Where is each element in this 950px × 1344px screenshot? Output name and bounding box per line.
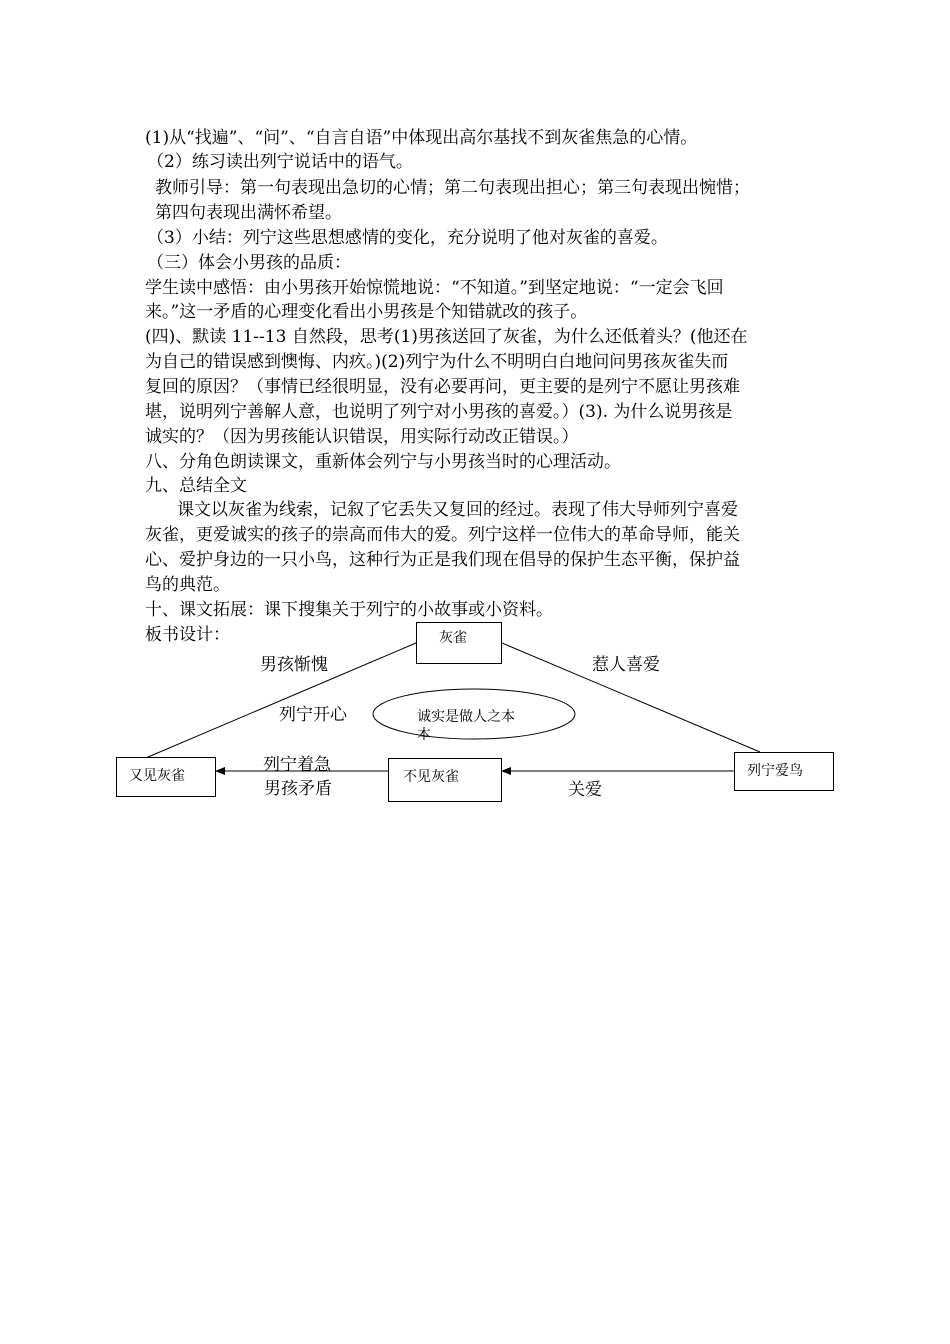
label-lovable: 惹人喜爱 (592, 655, 660, 675)
paragraph-line: (四)、默读 11--13 自然段，思考(1)男孩送回了灰雀，为什么还低着头？(他还在 (145, 327, 748, 347)
paragraph-line: 灰雀，更爱诚实的孩子的崇高而伟大的爱。列宁这样一位伟大的革命导师，能关 (145, 525, 740, 545)
ellipse-overflow-text: 本 (417, 727, 431, 743)
box-left-youjian (116, 757, 216, 797)
paragraph-line: （三）体会小男孩的品质： (147, 253, 351, 273)
label-boy-ashamed: 男孩惭愧 (260, 655, 328, 675)
label-lenin-happy: 列宁开心 (279, 705, 347, 725)
paragraph-line: 为自己的错误感到懊悔、内疚。)(2)列宁为什么不明明白白地问问男孩灰雀失而 (145, 352, 729, 372)
paragraph-line: 鸟的典范。 (145, 575, 230, 595)
paragraph-line: 板书设计： (145, 625, 230, 645)
box-middle-text: 不见灰雀 (403, 769, 459, 785)
paragraph-line: 来。”这一矛盾的心理变化看出小男孩是个知错就改的孩子。 (145, 302, 588, 322)
box-left-text: 又见灰雀 (129, 768, 185, 784)
paragraph-line: 十、课文拓展：课下搜集关于列宁的小故事或小资料。 (145, 600, 553, 620)
paragraph-line: 堪，说明列宁善解人意，也说明了列宁对小男孩的喜爱。）(3). 为什么说男孩是 (145, 402, 733, 422)
box-top-huique (416, 622, 502, 664)
box-right-text: 列宁爱鸟 (747, 763, 803, 779)
box-top-text: 灰雀 (439, 630, 467, 646)
label-lenin-anxious: 列宁着急 (263, 755, 331, 775)
paragraph-line: （3）小结：列宁这些思想感情的变化，充分说明了他对灰雀的喜爱。 (147, 228, 668, 248)
paragraph-line: 第四句表现出满怀希望。 (155, 203, 342, 223)
paragraph-line: 学生读中感悟：由小男孩开始惊慌地说：“不知道。”到坚定地说：“一定会飞回 (145, 278, 724, 298)
label-care: 关爱 (568, 780, 602, 800)
paragraph-line: (1)从“找遍”、“问”、“自言自语”中体现出高尔基找不到灰雀焦急的心情。 (145, 128, 698, 148)
label-boy-conflicted: 男孩矛盾 (264, 779, 332, 799)
paragraph-line: 诚实的？（因为男孩能认识错误，用实际行动改正错误。） (145, 427, 579, 447)
paragraph-line: 八、分角色朗读课文，重新体会列宁与小男孩当时的心理活动。 (145, 452, 621, 472)
paragraph-line: 心、爱护身边的一只小鸟，这种行为正是我们现在倡导的保护生态平衡，保护益 (145, 550, 740, 570)
paragraph-line: 九、总结全文 (145, 476, 247, 496)
paragraph-line: 复回的原因？（事情已经很明显，没有必要再问，更主要的是列宁不愿让男孩难 (145, 377, 740, 397)
box-right-lieningaiaoniao (734, 752, 834, 791)
paragraph-line: 教师引导：第一句表现出急切的心情；第二句表现出担心；第三句表现出惋惜； (155, 178, 750, 198)
ellipse-text: 诚实是做人之本 (417, 709, 515, 725)
paragraph-line: 课文以灰雀为线索，记叙了它丢失又复回的经过。表现了伟大导师列宁喜爱 (177, 500, 738, 520)
box-middle-bujian (388, 758, 502, 802)
paragraph-line: （2）练习读出列宁说话中的语气。 (147, 152, 413, 172)
